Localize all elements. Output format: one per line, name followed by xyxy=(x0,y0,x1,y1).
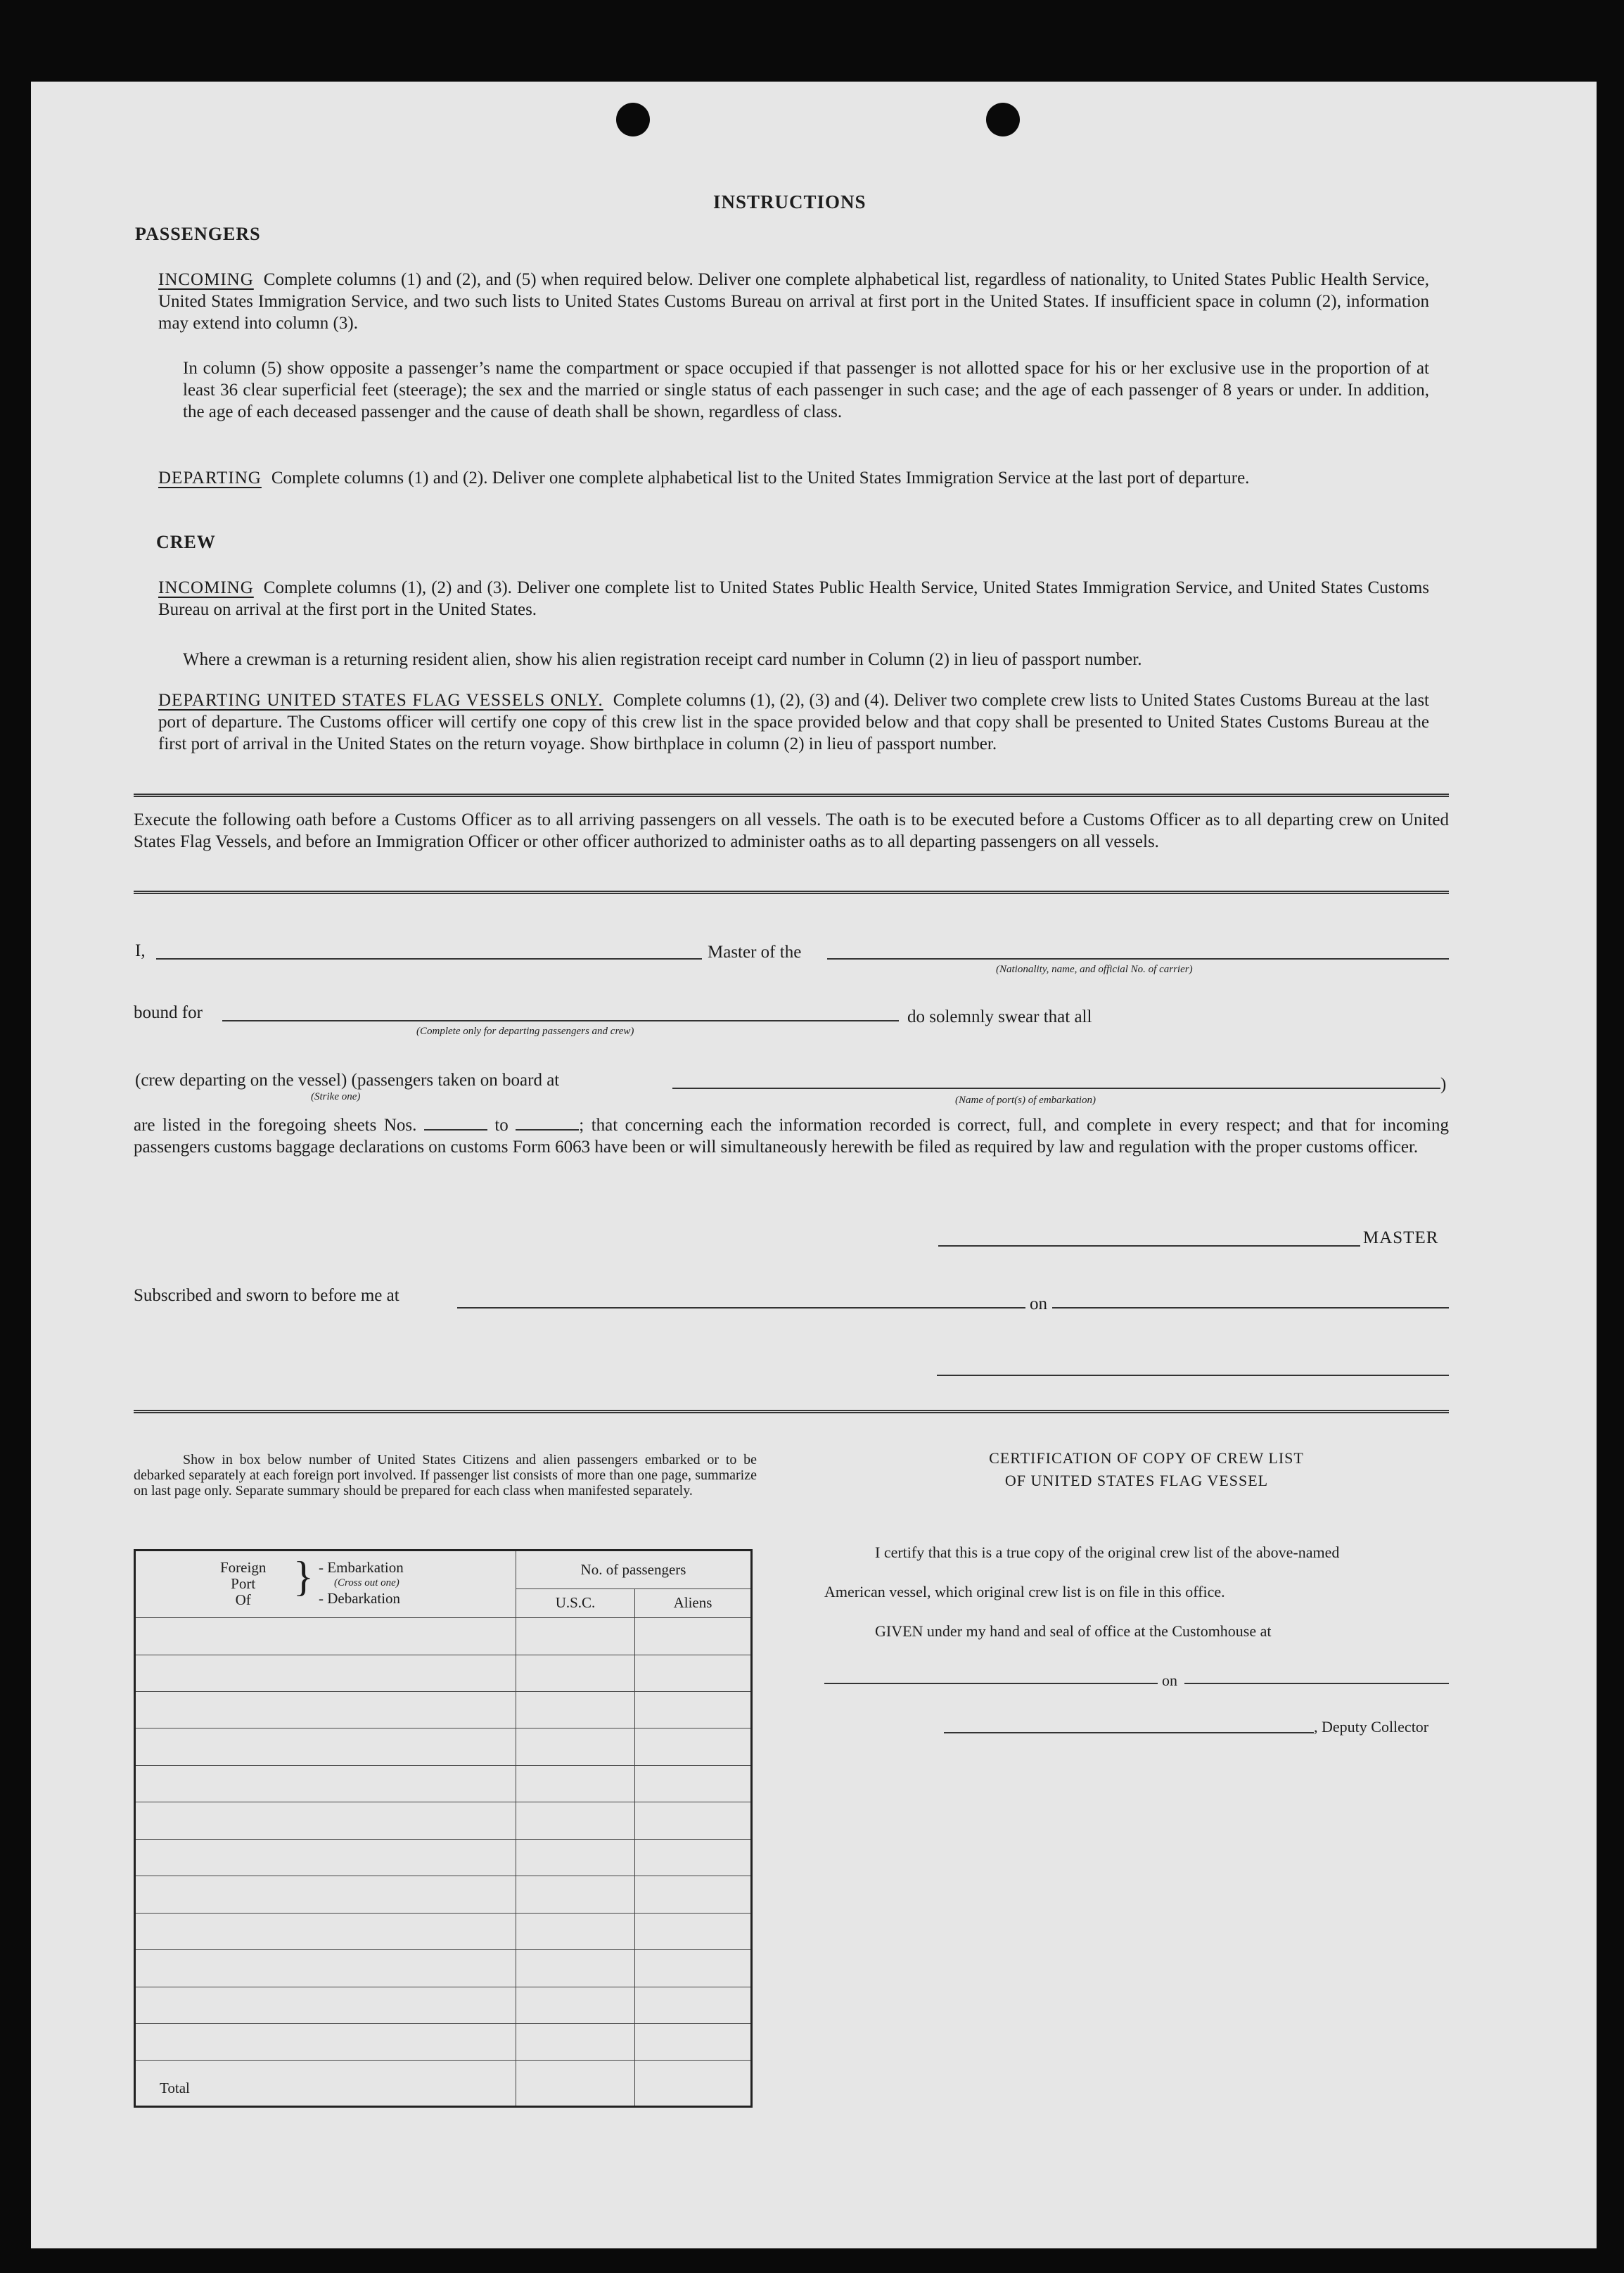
port-cell[interactable] xyxy=(135,1950,516,1987)
deputy-signature-field[interactable] xyxy=(944,1732,1314,1733)
summary-instructions: Show in box below number of United States Citizens and alien passengers embarked or to be debarked separately at each foreign port involved. If passenger list consists of more than one page, summarize on last page only. Separate summary should be prepared for each class when manifested separately. xyxy=(134,1452,757,1498)
embarkation-ports-field[interactable] xyxy=(672,1088,1440,1089)
port-cell[interactable] xyxy=(135,1692,516,1728)
crew-incoming-text: Complete columns (1), (2) and (3). Deliver one complete list to United States Public Health Service, United States Immigration Service, and United States Customs Bureau on arrival at the first port in the United States. xyxy=(158,578,1429,619)
crew-incoming-paragraph xyxy=(158,577,1429,620)
sheets-from-field[interactable] xyxy=(424,1115,487,1131)
aliens-cell[interactable] xyxy=(635,1950,752,1987)
usc-cell[interactable] xyxy=(516,1876,635,1913)
usc-cell[interactable] xyxy=(516,1618,635,1655)
sheets-text-b: ; that concerning each the information recorded is correct, full, and complete in every respect; and that for incoming passengers customs baggage declarations on customs Form 6063 have been or will simultaneously herewith be filed as required by law and regulation with the proper customs officer. xyxy=(134,1116,1450,1157)
aliens-cell[interactable] xyxy=(635,1876,752,1913)
ports-caption: (Name of port(s) of embarkation) xyxy=(955,1095,1096,1106)
port-cell[interactable] xyxy=(135,1618,516,1655)
aliens-cell[interactable] xyxy=(635,1618,752,1655)
port-header-cell xyxy=(135,1551,516,1618)
passengers-departing-text: Complete columns (1) and (2). Deliver one complete alphabetical list to the United States Immigration Service at the last port of departure. xyxy=(271,469,1250,488)
crew-heading: CREW xyxy=(156,532,216,552)
port-cell[interactable] xyxy=(135,1987,516,2023)
master-signature-field[interactable] xyxy=(938,1245,1360,1247)
total-usc-cell[interactable] xyxy=(516,2061,635,2107)
usc-cell[interactable] xyxy=(516,1839,635,1876)
customhouse-place-field[interactable] xyxy=(824,1683,1158,1684)
aliens-cell[interactable] xyxy=(635,1839,752,1876)
passengers-incoming-paragraph xyxy=(158,269,1429,334)
port-cell[interactable] xyxy=(135,1913,516,1949)
crew-departing-lead: DEPARTING UNITED STATES FLAG VESSELS ONLY. xyxy=(158,691,603,710)
usc-cell[interactable] xyxy=(516,1987,635,2023)
passengers-incoming-text: Complete columns (1) and (2), and (5) when required below. Deliver one complete alphabetical list, regardless of nationality, to United States Public Health Service, United States Immigration Service, and two such lists to United States Customs Bureau on arrival at first port in the United States. If insufficient space in column (2), information may extend into column (3). xyxy=(158,270,1429,333)
aliens-header: Aliens xyxy=(635,1588,752,1618)
usc-cell[interactable] xyxy=(516,1728,635,1765)
embarkation-option[interactable]: - Embarkation xyxy=(319,1559,404,1576)
subscribed-label: Subscribed and sworn to before me at xyxy=(134,1286,399,1305)
divider-2 xyxy=(134,891,1449,897)
carrier-field[interactable] xyxy=(827,958,1449,960)
officer-signature-field[interactable] xyxy=(937,1375,1449,1376)
debarkation-option[interactable]: - Debarkation xyxy=(319,1590,401,1607)
sworn-date-field[interactable] xyxy=(1052,1307,1449,1309)
passengers-heading: PASSENGERS xyxy=(135,224,261,244)
passengers-column5-paragraph: In column (5) show opposite a passenger’s name the compartment or space occupied if that passenger is not allotted space for his or her exclusive use in the proportion of at least 36 clear superficial feet (steerage); the sex and the married or single status of each passenger in such case; and the age of each passenger of 8 years or under. In addition, the age of each deceased passenger and the cause of death shall be shown, regardless of class. xyxy=(183,359,1429,421)
usc-cell[interactable] xyxy=(516,1655,635,1691)
total-aliens-cell[interactable] xyxy=(635,2061,752,2107)
passengers-departing-paragraph xyxy=(158,467,1429,489)
crew-departing-paragraph xyxy=(158,689,1429,755)
port-cell[interactable] xyxy=(135,1876,516,1913)
usc-cell[interactable] xyxy=(516,1692,635,1728)
aliens-cell[interactable] xyxy=(635,1913,752,1949)
crew-resident-paragraph: Where a crewman is a returning resident alien, show his alien registration receipt card number in Column (2) in lieu of passport number. xyxy=(183,650,1142,669)
certification-date-field[interactable] xyxy=(1184,1683,1449,1684)
punch-hole-right xyxy=(986,103,1020,136)
total-label: Total xyxy=(135,2061,516,2107)
passengers-incoming-lead: INCOMING xyxy=(158,270,254,289)
usc-cell[interactable] xyxy=(516,2023,635,2060)
strike-one-caption: (Strike one) xyxy=(311,1091,361,1102)
aliens-cell[interactable] xyxy=(635,1728,752,1765)
punch-hole-left xyxy=(616,103,650,136)
of-label: Of xyxy=(235,1591,251,1608)
port-label: Port xyxy=(231,1575,256,1592)
passenger-summary-table xyxy=(134,1549,753,2108)
divider-1 xyxy=(134,794,1449,800)
given-text: GIVEN under my hand and seal of office at the Customhouse at xyxy=(875,1622,1272,1640)
aliens-cell[interactable] xyxy=(635,1765,752,1802)
close-paren: ) xyxy=(1440,1075,1447,1094)
certification-on-label: on xyxy=(1162,1672,1177,1689)
carrier-caption: (Nationality, name, and official No. of carrier) xyxy=(996,964,1193,975)
crew-departing-text: Complete columns (1), (2), (3) and (4). Deliver two complete crew lists to United States Customs Bureau at the last port of departure. The Customs officer will certify one copy of this crew list in the space provided below and that copy shall be presented to United States Customs Bureau at the first port of arrival in the United States on the return voyage. Show birthplace in column (2) in lieu of passport number. xyxy=(158,691,1429,753)
swear-text: do solemnly swear that all xyxy=(907,1007,1092,1026)
port-cell[interactable] xyxy=(135,1728,516,1765)
no-passengers-header: No. of passengers xyxy=(516,1551,752,1589)
bound-for-label: bound for xyxy=(134,1003,203,1022)
port-cell[interactable] xyxy=(135,1655,516,1691)
aliens-cell[interactable] xyxy=(635,2023,752,2060)
port-cell[interactable] xyxy=(135,1839,516,1876)
american-vessel-text: American vessel, which original crew list is on file in this office. xyxy=(824,1583,1225,1600)
aliens-cell[interactable] xyxy=(635,1655,752,1691)
sheets-paragraph xyxy=(134,1114,1449,1158)
aliens-cell[interactable] xyxy=(635,1802,752,1839)
master-label: MASTER xyxy=(1363,1228,1439,1247)
usc-cell[interactable] xyxy=(516,1913,635,1949)
page-title: INSTRUCTIONS xyxy=(713,191,867,212)
aliens-cell[interactable] xyxy=(635,1692,752,1728)
bound-for-caption: (Complete only for departing passengers and crew) xyxy=(416,1026,634,1037)
master-of-label: Master of the xyxy=(708,943,802,962)
foreign-label: Foreign xyxy=(220,1559,267,1576)
aliens-cell[interactable] xyxy=(635,1987,752,2023)
master-name-field[interactable] xyxy=(156,958,702,960)
oath-intro: Execute the following oath before a Customs Officer as to all arriving passengers on all vessels. The oath is to be executed before a Customs Officer as to all departing crew on United States Flag Vessels, and before an Immigration Officer or other officer authorized to administer oaths as to all departing passengers on all vessels. xyxy=(134,810,1449,851)
deputy-collector-label: , Deputy Collector xyxy=(1314,1718,1429,1736)
passengers-departing-lead: DEPARTING xyxy=(158,469,262,488)
oath-i-label: I, xyxy=(135,941,146,960)
crew-incoming-lead: INCOMING xyxy=(158,578,254,597)
sheets-text-a: are listed in the foregoing sheets Nos. xyxy=(134,1116,417,1135)
cross-out-caption: (Cross out one) xyxy=(334,1577,399,1588)
usc-header: U.S.C. xyxy=(516,1588,635,1618)
certification-title-2: OF UNITED STATES FLAG VESSEL xyxy=(1004,1472,1269,1489)
port-cell[interactable] xyxy=(135,1765,516,1802)
certification-title-1: CERTIFICATION OF COPY OF CREW LIST xyxy=(989,1449,1304,1467)
port-cell[interactable] xyxy=(135,2023,516,2060)
crew-passengers-text: (crew departing on the vessel) (passengers taken on board at xyxy=(135,1071,560,1090)
sworn-on-label: on xyxy=(1030,1294,1047,1313)
brace-icon: } xyxy=(293,1553,314,1600)
divider-3 xyxy=(134,1410,1449,1416)
bound-for-field[interactable] xyxy=(222,1020,899,1021)
usc-cell[interactable] xyxy=(516,1950,635,1987)
port-cell[interactable] xyxy=(135,1802,516,1839)
certify-text: I certify that this is a true copy of the original crew list of the above-named xyxy=(875,1543,1340,1561)
sheets-to-field[interactable] xyxy=(516,1115,579,1131)
usc-cell[interactable] xyxy=(516,1765,635,1802)
sheets-to-label: to xyxy=(494,1116,509,1135)
sworn-place-field[interactable] xyxy=(457,1307,1025,1309)
usc-cell[interactable] xyxy=(516,1802,635,1839)
